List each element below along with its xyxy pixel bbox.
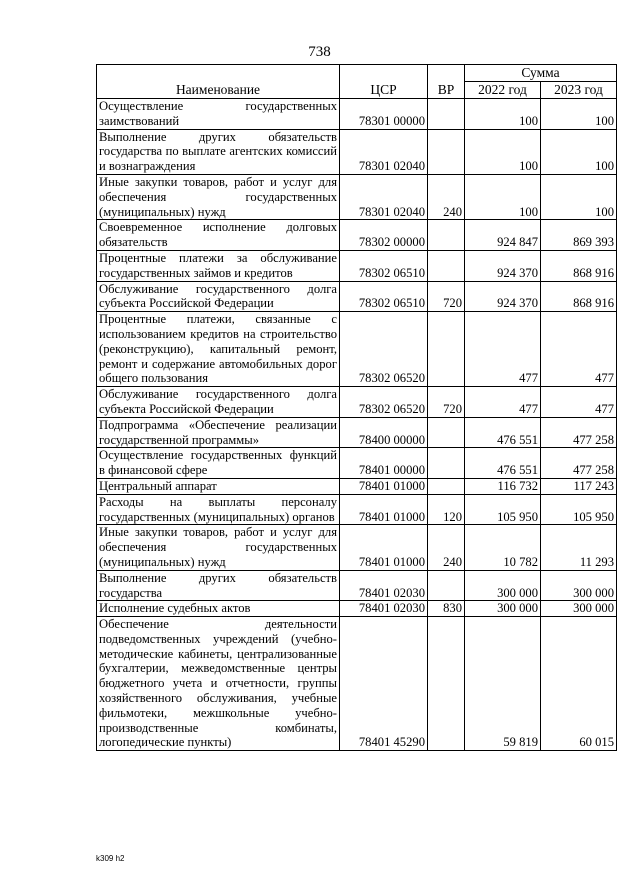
table-row: [97, 281, 617, 312]
budget-table: [96, 64, 617, 751]
table-row: [97, 525, 617, 570]
row-name: Выполнение других обязательств государства по выплате агентских комиссий и вознаграждения: [97, 129, 340, 174]
table-row: [97, 250, 617, 281]
row-csr: 78401 00000: [340, 448, 428, 479]
table-body: [97, 99, 617, 751]
row-sum-2023: 100: [541, 174, 617, 219]
row-name: Обеспечение деятельности подведомственных учреждений (учебно-методические кабинеты, централизованные бухгалтерии, межведомственные центры бюджетного учета и отчетности, группы хозяйственного обслуживания, учебные фильмотеки, межшкольные учебно-производственные комбинаты, логопедические пункты): [97, 617, 340, 751]
header-name: Наименование: [97, 65, 340, 99]
row-csr: 78301 02040: [340, 129, 428, 174]
row-sum-2023: 868 916: [541, 250, 617, 281]
row-sum-2023: 477 258: [541, 448, 617, 479]
row-vr: 240: [428, 174, 465, 219]
row-sum-2022: 300 000: [465, 601, 541, 617]
row-name: Обслуживание государственного долга субъекта Российской Федерации: [97, 281, 340, 312]
row-sum-2023: 100: [541, 129, 617, 174]
table-row: [97, 478, 617, 494]
row-name: Подпрограмма «Обеспечение реализации государственной программы»: [97, 417, 340, 448]
row-sum-2022: 100: [465, 129, 541, 174]
row-vr: [428, 570, 465, 601]
row-name: Процентные платежи за обслуживание государственных займов и кредитов: [97, 250, 340, 281]
row-sum-2022: 924 370: [465, 250, 541, 281]
row-name: Иные закупки товаров, работ и услуг для обеспечения государственных (муниципальных) нужд: [97, 525, 340, 570]
row-csr: 78401 01000: [340, 525, 428, 570]
row-name: Расходы на выплаты персоналу государственных (муниципальных) органов: [97, 494, 340, 525]
row-sum-2023: 117 243: [541, 478, 617, 494]
row-sum-2022: 59 819: [465, 617, 541, 751]
table-row: [97, 570, 617, 601]
table-row: [97, 387, 617, 418]
row-csr: 78400 00000: [340, 417, 428, 448]
table-row: [97, 312, 617, 387]
row-name: Центральный аппарат: [97, 478, 340, 494]
row-sum-2023: 868 916: [541, 281, 617, 312]
row-vr: [428, 129, 465, 174]
header-row: [97, 65, 617, 82]
row-sum-2023: 300 000: [541, 570, 617, 601]
row-vr: 240: [428, 525, 465, 570]
row-name: Выполнение других обязательств государства: [97, 570, 340, 601]
row-vr: 830: [428, 601, 465, 617]
row-name: Исполнение судебных актов: [97, 601, 340, 617]
row-vr: [428, 250, 465, 281]
row-csr: 78302 06510: [340, 250, 428, 281]
row-csr: 78301 02040: [340, 174, 428, 219]
row-sum-2022: 105 950: [465, 494, 541, 525]
table-row: [97, 617, 617, 751]
row-sum-2023: 300 000: [541, 601, 617, 617]
header-sum: Сумма: [465, 65, 617, 82]
row-sum-2022: 300 000: [465, 570, 541, 601]
row-sum-2023: 100: [541, 99, 617, 130]
row-sum-2023: 11 293: [541, 525, 617, 570]
row-sum-2022: 100: [465, 174, 541, 219]
row-vr: [428, 220, 465, 251]
row-sum-2022: 477: [465, 387, 541, 418]
row-sum-2022: 116 732: [465, 478, 541, 494]
row-csr: 78401 01000: [340, 494, 428, 525]
row-sum-2023: 60 015: [541, 617, 617, 751]
row-vr: [428, 617, 465, 751]
row-sum-2023: 477: [541, 312, 617, 387]
table-row: [97, 174, 617, 219]
row-name: Осуществление государственных заимствований: [97, 99, 340, 130]
header-year-2023: 2023 год: [541, 82, 617, 99]
table-row: [97, 601, 617, 617]
table-row: [97, 448, 617, 479]
header-vr: ВР: [428, 65, 465, 99]
row-sum-2023: 105 950: [541, 494, 617, 525]
row-vr: [428, 312, 465, 387]
row-sum-2022: 10 782: [465, 525, 541, 570]
row-vr: 720: [428, 387, 465, 418]
row-csr: 78301 00000: [340, 99, 428, 130]
row-sum-2022: 100: [465, 99, 541, 130]
row-vr: [428, 448, 465, 479]
table-row: [97, 99, 617, 130]
row-name: Осуществление государственных функций в финансовой сфере: [97, 448, 340, 479]
table-row: [97, 494, 617, 525]
row-name: Своевременное исполнение долговых обязательств: [97, 220, 340, 251]
footer-code: k309 h2: [96, 854, 125, 863]
row-csr: 78401 02030: [340, 601, 428, 617]
row-vr: 720: [428, 281, 465, 312]
row-csr: 78302 00000: [340, 220, 428, 251]
row-vr: [428, 417, 465, 448]
row-sum-2022: 476 551: [465, 417, 541, 448]
row-csr: 78401 02030: [340, 570, 428, 601]
row-sum-2022: 924 370: [465, 281, 541, 312]
header-csr: ЦСР: [340, 65, 428, 99]
row-name: Обслуживание государственного долга субъекта Российской Федерации: [97, 387, 340, 418]
row-name: Иные закупки товаров, работ и услуг для обеспечения государственных (муниципальных) нужд: [97, 174, 340, 219]
row-sum-2022: 477: [465, 312, 541, 387]
row-vr: 120: [428, 494, 465, 525]
row-csr: 78302 06510: [340, 281, 428, 312]
row-sum-2023: 477 258: [541, 417, 617, 448]
header-year-2022: 2022 год: [465, 82, 541, 99]
row-vr: [428, 478, 465, 494]
row-sum-2023: 477: [541, 387, 617, 418]
table-row: [97, 220, 617, 251]
row-csr: 78401 45290: [340, 617, 428, 751]
page-number: 738: [308, 44, 331, 60]
table-row: [97, 129, 617, 174]
row-sum-2023: 869 393: [541, 220, 617, 251]
row-vr: [428, 99, 465, 130]
row-sum-2022: 924 847: [465, 220, 541, 251]
row-sum-2022: 476 551: [465, 448, 541, 479]
row-name: Процентные платежи, связанные с использованием кредитов на строительство (реконструкцию), капитальный ремонт, ремонт и содержание автомобильных дорог общего пользования: [97, 312, 340, 387]
table-row: [97, 417, 617, 448]
row-csr: 78401 01000: [340, 478, 428, 494]
row-csr: 78302 06520: [340, 312, 428, 387]
row-csr: 78302 06520: [340, 387, 428, 418]
